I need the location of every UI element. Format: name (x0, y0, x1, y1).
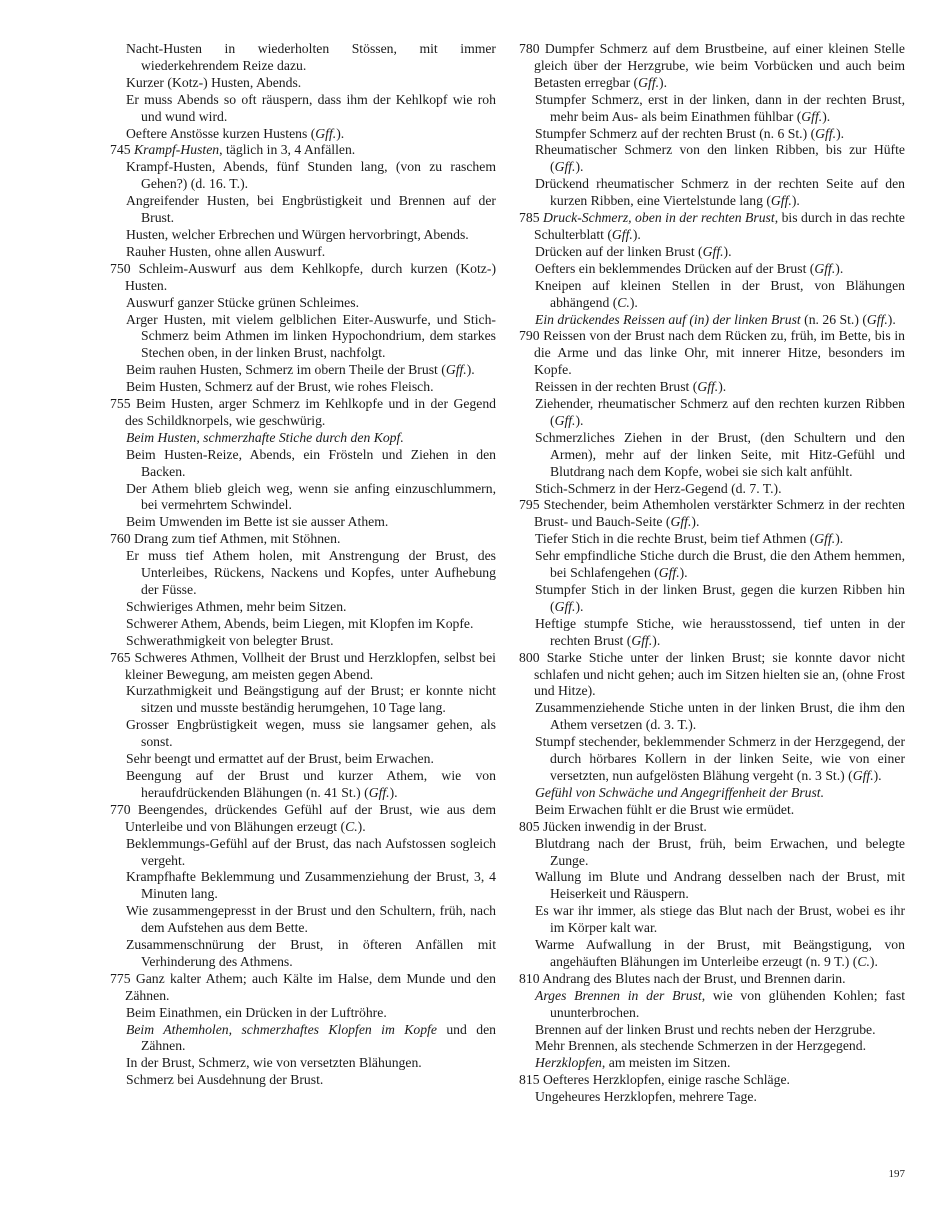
italic-text: Herzklopfen (535, 1055, 602, 1071)
entry-text: Stumpfer Schmerz, erst in der linken, dann in der rechten Brust, mehr beim Aus- als beim Einathmen fühlbar ( (535, 91, 905, 124)
left-column (110, 41, 496, 1089)
right-column (519, 41, 905, 1106)
numbered-entry (519, 41, 905, 92)
italic-text: C. (857, 953, 870, 969)
entry-text: Stich-Schmerz in der Herz-Gegend (d. 7. T.). (535, 480, 782, 496)
entry-number: 745 (110, 142, 131, 158)
symptom-entry (110, 1022, 496, 1056)
entry-text: ). (575, 598, 584, 614)
symptom-entry (110, 430, 496, 447)
symptom-entry (519, 869, 905, 903)
italic-text: Gff. (554, 412, 576, 428)
entry-text: Zusammenziehende Stiche unten in der linken Brust, die ihm den Athem versetzen (d. 3. T.). (535, 700, 905, 733)
symptom-entry (519, 481, 905, 498)
entry-text: , täglich in 3, 4 Anfällen. (219, 142, 356, 158)
symptom-entry (110, 768, 496, 802)
entry-text: Rauher Husten, ohne allen Auswurf. (126, 243, 326, 259)
entry-text: Drückend rheumatischer Schmerz in der rechten Seite auf den kurzen Ribben, eine Viertelstunde lang ( (535, 176, 905, 209)
symptom-entry (110, 1072, 496, 1089)
entry-text: Schmerz bei Ausdehnung der Brust. (126, 1072, 324, 1088)
entry-text: Drang zum tief Athmen, mit Stöhnen. (133, 531, 341, 547)
entry-number: 775 (110, 970, 131, 986)
italic-text: Ein drückendes Reissen auf (in) der linken Brust (535, 311, 801, 327)
numbered-entry (110, 531, 496, 548)
symptom-entry (110, 193, 496, 227)
entry-text: Drücken auf der linken Brust ( (535, 243, 703, 259)
entry-text: Tiefer Stich in die rechte Brust, beim tief Athmen ( (535, 531, 815, 547)
italic-text: Krampf-Husten (133, 142, 220, 158)
symptom-entry (519, 531, 905, 548)
symptom-entry (110, 481, 496, 515)
italic-text: Druck-Schmerz, oben in der rechten Brust (543, 210, 775, 226)
symptom-entry (110, 751, 496, 768)
entry-text: ). (835, 531, 844, 547)
entry-text: Sehr empfindliche Stiche durch die Brust, die den Athem hemmen, bei Schlafengehen ( (535, 548, 905, 581)
entry-text: ). (575, 159, 584, 175)
entry-text: Ungeheures Herzklopfen, mehrere Tage. (535, 1089, 757, 1105)
entry-text: Beim Erwachen fühlt er die Brust wie ermüdet. (535, 801, 795, 817)
entry-text: Dumpfer Schmerz auf dem Brustbeine, auf einer kleinen Stelle gleich über der Herzgrube, wie beim Vorbücken und auch beim Betasten erregbar ( (534, 41, 906, 90)
entry-text: Husten, welcher Erbrechen und Würgen hervorbringt, Abends. (126, 226, 469, 242)
entry-text: , wie von glühenden Kohlen; fast ununterbrochen. (550, 987, 906, 1020)
entry-text: Auswurf ganzer Stücke grünen Schleimes. (126, 294, 360, 310)
entry-text: Angreifender Husten, bei Engbrüstigkeit und Brennen auf der Brust. (126, 193, 496, 226)
italic-text: Gff. (697, 379, 719, 395)
symptom-entry (519, 244, 905, 261)
symptom-entry (519, 1055, 905, 1072)
italic-text: C. (345, 818, 358, 834)
italic-text: Gff. (611, 226, 633, 242)
entry-text: Blutdrang nach der Brust, früh, beim Erwachen, und belegte Zunge. (535, 835, 905, 868)
symptom-entry (110, 244, 496, 261)
entry-text: Wallung im Blute und Andrang desselben nach der Brust, mit Heiserkeit und Räuspern. (535, 869, 905, 902)
entry-text: Beim Umwenden im Bette ist sie ausser Athem. (126, 514, 389, 530)
italic-text: Beim Husten, schmerzhafte Stiche durch den Kopf. (126, 429, 404, 445)
symptom-entry (519, 1038, 905, 1055)
entry-text: Wie zusammengepresst in der Brust und den Schultern, früh, nach dem Aufstehen aus dem Bette. (126, 903, 496, 936)
entry-text: ). (336, 125, 345, 141)
entry-text: Mehr Brennen, als stechende Schmerzen in der Herzgegend. (535, 1038, 867, 1054)
numbered-entry (519, 210, 905, 244)
symptom-entry (110, 937, 496, 971)
symptom-entry (519, 582, 905, 616)
entry-text: ). (629, 294, 638, 310)
entry-text: Ziehender, rheumatischer Schmerz auf den rechten kurzen Ribben ( (535, 396, 905, 428)
symptom-entry (519, 988, 905, 1022)
numbered-entry (110, 396, 496, 430)
entry-text: ). (869, 953, 878, 969)
symptom-entry (519, 430, 905, 481)
symptom-entry (110, 683, 496, 717)
entry-text: Beim Husten, Schmerz auf der Brust, wie rohes Fleisch. (126, 379, 434, 395)
entry-text: ). (652, 632, 661, 648)
symptom-entry (110, 312, 496, 363)
entry-number: 795 (519, 497, 540, 513)
entry-text: Schwerathmigkeit von belegter Brust. (126, 632, 334, 648)
symptom-entry (519, 903, 905, 937)
entry-text: Krampfhafte Beklemmung und Zusammenziehung der Brust, 3, 4 Minuten lang. (126, 869, 496, 902)
symptom-entry (519, 396, 905, 430)
entry-text: und den Zähnen. (141, 1021, 497, 1054)
symptom-entry (110, 836, 496, 870)
entry-text: , am meisten im Sitzen. (601, 1055, 731, 1071)
entry-text: ). (723, 243, 732, 259)
symptom-entry (110, 41, 496, 75)
italic-text: Gff. (445, 362, 467, 378)
italic-text: Gff. (554, 598, 576, 614)
numbered-entry (110, 142, 496, 159)
entry-number: 750 (110, 260, 131, 276)
symptom-entry (519, 92, 905, 126)
entry-text: ). (887, 311, 896, 327)
entry-text: Krampf-Husten, Abends, fünf Stunden lang, (von zu raschem Gehen?) (d. 16. T.). (126, 159, 496, 192)
entry-text: Schwerer Athem, Abends, beim Liegen, mit Klopfen im Kopfe. (126, 615, 474, 631)
entry-text: Beklemmungs-Gefühl auf der Brust, das nach Aufstossen sogleich vergeht. (126, 835, 496, 868)
entry-text: Stumpf stechender, beklemmender Schmerz in der Herzgegend, der durch hörbares Kollern in der linken Seite, wie von einer versetzten, nun aufgelösten Blähung vergeht (n. 3 St.) ( (535, 734, 906, 783)
symptom-entry (519, 785, 905, 802)
symptom-entry (110, 362, 496, 379)
entry-text: Schweres Athmen, Vollheit der Brust und Herzklopfen, selbst bei kleiner Bewegung, am meisten gegen Abend. (125, 649, 496, 682)
numbered-entry (519, 971, 905, 988)
entry-text: Reissen in der rechten Brust ( (535, 379, 698, 395)
italic-text: Gff. (814, 260, 836, 276)
entry-number: 770 (110, 801, 131, 817)
italic-text: Gff. (852, 767, 874, 783)
entry-text: Arger Husten, mit vielem gelblichen Eiter-Auswurfe, und Stich-Schmerz beim Athmen im linken Hypochondrium, dem starkes Stechen oben, in der linken Brust, nachfolgt. (126, 311, 496, 361)
symptom-entry (110, 159, 496, 193)
symptom-entry (110, 447, 496, 481)
entry-text: Er muss Abends so oft räuspern, dass ihm der Kehlkopf wie roh und wund wird. (126, 91, 496, 124)
symptom-entry (519, 802, 905, 819)
symptom-entry (110, 633, 496, 650)
symptom-entry (110, 869, 496, 903)
numbered-entry (519, 1072, 905, 1089)
symptom-entry (519, 278, 905, 312)
entry-text: In der Brust, Schmerz, wie von versetzten Blähungen. (126, 1055, 422, 1071)
symptom-entry (110, 599, 496, 616)
entry-text: Zusammenschnürung der Brust, in öfteren Anfällen mit Verhinderung des Athmens. (126, 937, 496, 969)
entry-text: ). (791, 193, 800, 209)
symptom-entry (110, 126, 496, 143)
entry-number: 785 (519, 210, 540, 226)
symptom-entry (110, 514, 496, 531)
entry-text: Der Athem blieb gleich weg, wenn sie anfing einzuschlummern, bei vermehrtem Schwindel. (126, 480, 496, 513)
italic-text: Gff. (554, 159, 576, 175)
symptom-entry (519, 379, 905, 396)
symptom-entry (110, 379, 496, 396)
entry-text: Er muss tief Athem holen, mit Anstrengung der Brust, des Unterleibes, Rückens, Nackens und Kopfes, unter Aufhebung der Füsse. (126, 548, 496, 597)
symptom-entry (519, 261, 905, 278)
entry-text: Schmerzliches Ziehen in der Brust, (den Schultern und den Armen), mehr auf der linken Seite, mit Hitz-Gefühl und Blutdrang nach dem Kopfe, wobei sie sich kalt anfühlt. (535, 429, 905, 479)
entry-text: Warme Aufwallung in der Brust, mit Beängstigung, von angehäuften Blähungen im Unterleibe erzeugt (n. 9 T.) ( (535, 937, 905, 969)
entry-text: Schwieriges Athmen, mehr beim Sitzen. (126, 598, 347, 614)
entry-text: ). (679, 565, 688, 581)
entry-text: Heftige stumpfe Stiche, wie herausstossend, tief unten in der rechten Brust ( (535, 615, 905, 648)
entry-text: Oefters ein beklemmendes Drücken auf der Brust ( (535, 260, 815, 276)
entry-text: ). (691, 514, 700, 530)
symptom-entry (519, 700, 905, 734)
entry-text: Stechender, beim Athemholen verstärkter Schmerz in der rechten Brust- und Bauch-Seite ( (534, 497, 905, 530)
italic-text: Gff. (638, 74, 660, 90)
entry-number: 755 (110, 396, 131, 412)
numbered-entry (519, 328, 905, 379)
entry-text: Beim Husten-Reize, Abends, ein Frösteln und Ziehen in den Backen. (126, 446, 496, 479)
entry-text: ). (632, 226, 641, 242)
numbered-entry (110, 650, 496, 684)
symptom-entry (110, 295, 496, 312)
page-number: 197 (888, 1168, 905, 1180)
italic-text: Gff. (814, 531, 836, 547)
entry-text: ). (836, 125, 845, 141)
italic-text: Gff. (866, 311, 888, 327)
entry-text: Rheumatischer Schmerz von den linken Ribben, bis zur Hüfte ( (535, 142, 905, 175)
symptom-entry (110, 227, 496, 244)
entry-text: Kneipen auf kleinen Stellen in der Brust, von Blähungen abhängend ( (535, 277, 905, 310)
numbered-entry (519, 819, 905, 836)
entry-text: Stumpfer Schmerz auf der rechten Brust (n. 6 St.) ( (535, 125, 816, 141)
entry-text: Sehr beengt und ermattet auf der Brust, beim Erwachen. (126, 751, 434, 767)
italic-text: Gff. (631, 632, 653, 648)
entry-text: Oeftere Anstösse kurzen Hustens ( (126, 125, 316, 141)
entry-text: ). (659, 74, 668, 90)
symptom-entry (110, 903, 496, 937)
italic-text: Gefühl von Schwäche und Angegriffenheit der Brust. (535, 784, 825, 800)
symptom-entry (519, 937, 905, 971)
symptom-entry (519, 176, 905, 210)
entry-text: Schleim-Auswurf aus dem Kehlkopfe, durch kurzen (Kotz-) Husten. (125, 260, 497, 293)
entry-number: 760 (110, 531, 131, 547)
symptom-entry (110, 1055, 496, 1072)
entry-number: 780 (519, 41, 540, 56)
entry-text: Oefteres Herzklopfen, einige rasche Schläge. (542, 1072, 790, 1088)
entry-text: , bis durch in das rechte Schulterblatt ( (534, 210, 905, 242)
entry-text: Beengung auf der Brust und kurzer Athem, wie von heraufdrückenden Blähungen (n. 41 St.) ( (126, 767, 496, 800)
symptom-entry (519, 734, 905, 785)
entry-text: Beim Einathmen, ein Drücken in der Luftröhre. (126, 1004, 387, 1020)
entry-number: 790 (519, 328, 540, 344)
entry-text: Beengendes, drückendes Gefühl auf der Brust, wie aus dem Unterleibe und von Blähungen erzeugt ( (125, 801, 496, 834)
symptom-entry (110, 548, 496, 599)
italic-text: C. (617, 294, 630, 310)
entry-number: 805 (519, 818, 540, 834)
symptom-entry (110, 717, 496, 751)
italic-text: Gff. (368, 784, 390, 800)
entry-text: Beim Husten, arger Schmerz im Kehlkopfe und in der Gegend des Schildknorpels, wie geschwürig. (125, 396, 497, 428)
entry-text: Starke Stiche unter der linken Brust; sie konnte davor nicht schlafen und nicht gehen; auch im Sitzen hielten sie an, (ohne Frost und Hitze). (534, 649, 905, 699)
entry-text: ). (357, 818, 366, 834)
italic-text: Arges Brennen in der Brust (535, 987, 702, 1003)
numbered-entry (110, 261, 496, 295)
symptom-entry (110, 1005, 496, 1022)
italic-text: Gff. (770, 193, 792, 209)
symptom-entry (519, 616, 905, 650)
entry-text: ). (718, 379, 727, 395)
symptom-entry (110, 92, 496, 126)
symptom-entry (110, 616, 496, 633)
entry-text: Es war ihr immer, als stiege das Blut nach der Brust, wobei es ihr im Körper kalt war. (535, 903, 905, 936)
symptom-entry (519, 836, 905, 870)
entry-text: ). (575, 412, 584, 428)
entry-text: (n. 26 St.) ( (800, 311, 867, 327)
symptom-entry (519, 548, 905, 582)
entry-text: ). (822, 108, 831, 124)
entry-number: 815 (519, 1072, 540, 1088)
entry-text: Jücken inwendig in der Brust. (542, 818, 707, 834)
symptom-entry (519, 126, 905, 143)
italic-text: Gff. (801, 108, 823, 124)
entry-number: 765 (110, 649, 131, 665)
entry-text: Reissen von der Brust nach dem Rücken zu, früh, im Bette, bis in die Arme und das linke Ohr, mit innerer Hitze, besonders im Kopfe. (534, 328, 906, 378)
numbered-entry (110, 802, 496, 836)
entry-text: ). (389, 784, 398, 800)
numbered-entry (110, 971, 496, 1005)
entry-text: ). (873, 767, 882, 783)
italic-text: Gff. (702, 243, 724, 259)
entry-text: ). (466, 362, 475, 378)
entry-text: Nacht-Husten in wiederholten Stössen, mit immer wiederkehrendem Reize dazu. (126, 41, 496, 73)
numbered-entry (519, 497, 905, 531)
italic-text: Gff. (815, 125, 837, 141)
entry-text: Kurzathmigkeit und Beängstigung auf der Brust; er konnte nicht sitzen und musste beständig herumgehen, 10 Tage lang. (126, 683, 496, 716)
entry-number: 810 (519, 970, 540, 986)
symptom-entry (519, 312, 905, 329)
symptom-entry (519, 1022, 905, 1039)
symptom-entry (110, 75, 496, 92)
entry-text: Stumpfer Stich in der linken Brust, gegen die kurzen Ribben hin ( (535, 582, 905, 614)
entry-text: Andrang des Blutes nach der Brust, und Brennen darin. (542, 970, 846, 986)
italic-text: Gff. (315, 125, 337, 141)
entry-text: Ganz kalter Athem; auch Kälte im Halse, dem Munde und den Zähnen. (125, 970, 496, 1003)
entry-text: Grosser Engbrüstigkeit wegen, muss sie langsamer gehen, als sonst. (126, 717, 496, 750)
symptom-entry (519, 142, 905, 176)
entry-number: 800 (519, 649, 540, 665)
entry-text: Kurzer (Kotz-) Husten, Abends. (126, 74, 302, 90)
entry-text: ). (835, 260, 844, 276)
entry-text: Beim rauhen Husten, Schmerz im obern Theile der Brust ( (126, 362, 446, 378)
numbered-entry (519, 650, 905, 701)
italic-text: Gff. (670, 514, 692, 530)
symptom-entry (519, 1089, 905, 1106)
italic-text: Beim Athemholen, schmerzhaftes Klopfen im Kopfe (126, 1021, 437, 1037)
italic-text: Gff. (658, 565, 680, 581)
entry-text: Brennen auf der linken Brust und rechts neben der Herzgrube. (535, 1021, 876, 1037)
